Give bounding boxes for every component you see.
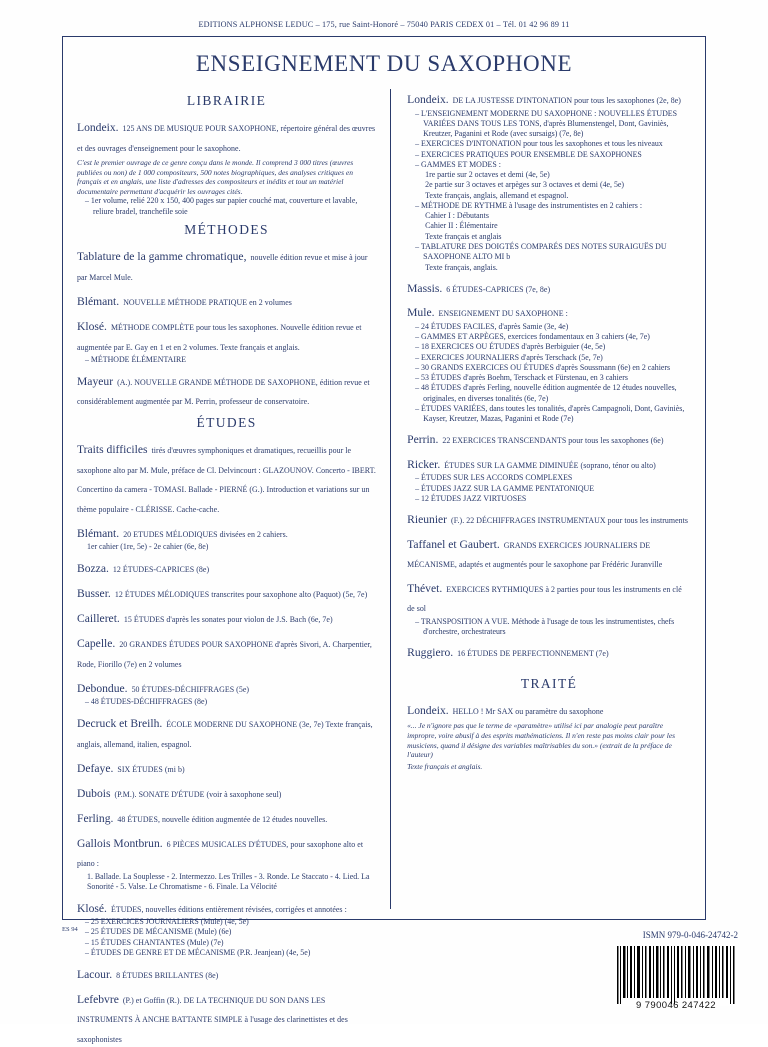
catalog-entry	[77, 291, 376, 311]
catalog-entry	[407, 278, 691, 298]
entry-name: Decruck et Breilh.	[77, 717, 163, 731]
entry-subline: – ÉTUDES DE GENRE ET DE MÉCANISME (P.R. Jeanjean) (4e, 5e)	[85, 947, 311, 957]
entry-desc: 12 ÉTUDES MÉLODIQUES transcrites pour saxophone alto (Paquot) (5e, 7e)	[114, 590, 368, 600]
entry-subline: – TABLATURE DES DOIGTÉS COMPARÉS DES NOTES SURAIGUËS DU SAXOPHONE ALTO MI b	[415, 241, 667, 262]
entry-subline: – 30 GRANDS EXERCICES OU ÉTUDES d'après Soussmann (6e) en 2 cahiers	[415, 362, 671, 372]
entry-desc: ENSEIGNEMENT DU SAXOPHONE :	[438, 309, 568, 319]
entry-desc: 22 EXERCICES TRANSCENDANTS pour tous les saxophones (6e)	[442, 436, 664, 446]
catalog-entry	[77, 558, 376, 578]
entry-name: Bozza.	[77, 562, 109, 576]
catalog-entry	[77, 989, 376, 1047]
catalog-entry	[77, 758, 376, 778]
entry-subline: – GAMMES ET ARPÈGES, exercices fondamentaux en 3 cahiers (4e, 7e)	[415, 332, 650, 342]
entry-desc: MÉTHODE COMPLÈTE pour tous les saxophones. Nouvelle édition revue et augmentée par E. Gay en 1 et en 2 volumes. Texte français et anglais.	[77, 322, 362, 352]
publisher-line: EDITIONS ALPHONSE LEDUC – 175, rue Saint-Honoré – 75040 PARIS CEDEX 01 – Tél. 01 42 96 89 11	[198, 20, 570, 29]
catalog-entry	[77, 523, 376, 553]
entry-name: Mule.	[407, 306, 435, 320]
barcode-svg	[614, 944, 738, 1006]
entry-subsubline: Texte français et anglais	[425, 231, 502, 241]
catalog-entry	[77, 898, 376, 959]
entry-subline: – 48 ÉTUDES d'après Ferling, nouvelle édition augmentée de 12 études nouvelles, originales, en diverses tonalités (6e, 7e)	[415, 383, 677, 403]
entry-name: Londeix.	[407, 93, 449, 106]
entry-subline: – 12 ÉTUDES JAZZ VIRTUOSES	[415, 494, 527, 504]
entry-desc: ÉTUDES SUR LA GAMME DIMINUÉE (soprano, ténor ou alto)	[444, 460, 656, 470]
catalog-entry	[77, 808, 376, 828]
entry-desc: (A.). NOUVELLE GRANDE MÉTHODE DE SAXOPHONE, édition revue et considérablement augmentée par M. Perrin, professeur de conservatoire.	[77, 377, 370, 407]
entry-subline: – L'ENSEIGNEMENT MODERNE DU SAXOPHONE : NOUVELLES ÉTUDES VARIÉES DANS TOUS LES TONS, d'après Blumenstengel, Dont, Gaviniès, Kreutzer, Paganini et Rode (avec sursaigs) (7e, 8e)	[415, 108, 677, 139]
catalog-entry	[77, 833, 376, 893]
entry-desc: ÉTUDES, nouvelles éditions entièrement révisées, corrigées et annotées :	[110, 904, 347, 914]
catalog-entry	[77, 371, 376, 410]
catalog-entry	[77, 713, 376, 752]
catalog-entry	[77, 439, 376, 517]
section-heading-etudes: ÉTUDES	[196, 415, 257, 431]
entry-desc: 16 ÉTUDES DE PERFECTIONNEMENT (7e)	[457, 649, 609, 659]
entry-name: Busser.	[77, 587, 111, 601]
entry-desc: EXERCICES RYTHMIQUES à 2 parties pour tous les instruments en clé de sol	[407, 584, 682, 614]
entry-name: Defaye.	[77, 761, 114, 775]
catalog-entry	[77, 783, 376, 803]
entry-desc: tirés d'œuvres symphoniques et dramatiques, recueillis pour le saxophone alto par M. Mule, préface de Cl. Delvincourt : GLAZOUNOV. Concerto - IBERT. Concertino da camera - TOMASI. Ballade - PIERNÉ (G.). Introduction et variations sur un thème populaire - CLÉRISSE. Cache-cache.	[77, 446, 376, 514]
entry-desc: GRANDS EXERCICES JOURNALIERS DE MÉCANISME, adaptés et augmentés pour le saxophone par Frédéric Juranville	[407, 540, 663, 570]
entry-desc: (P.) et Goffin (R.). DE LA TECHNIQUE DU SON DANS LES INSTRUMENTS À ANCHE BATTANTE SIMPLE à l'usage des clarinettistes et des saxophonistes	[77, 995, 348, 1044]
entry-name: Lefebvre	[77, 992, 119, 1006]
entry-name: Gallois Montbrun.	[77, 836, 163, 850]
catalog-entry	[407, 534, 691, 573]
catalog-entry	[407, 642, 691, 662]
entry-desc: ÉCOLE MODERNE DU SAXOPHONE (3e, 7e) Texte français, anglais, allemand, italien, espagnol.	[77, 720, 373, 749]
entry-name: Rieunier	[407, 513, 448, 527]
entry-subline: – ÉTUDES JAZZ SUR LA GAMME PENTATONIQUE	[415, 483, 595, 493]
entry-subsubline: Cahier II : Élémentaire	[425, 221, 498, 231]
entry-subline: – GAMMES ET MODES :	[415, 159, 501, 169]
entry-subline: – EXERCICES PRATIQUES POUR ENSEMBLE DE SAXOPHONES	[415, 149, 642, 159]
entry-name: Ferling.	[77, 811, 114, 825]
entry-desc: 48 ÉTUDES, nouvelle édition augmentée de 12 études nouvelles.	[117, 814, 328, 824]
entry-name: Dubois	[77, 786, 111, 800]
entry-desc: 8 ÉTUDES BRILLANTES (8e)	[116, 970, 219, 980]
entry-desc: (P.M.). SONATE D'ÉTUDE (voir à saxophone seul)	[114, 789, 282, 799]
right-column	[390, 89, 691, 909]
entry-desc: 12 ÉTUDES-CAPRICES (8e)	[112, 565, 210, 575]
entry-name: Thévet.	[407, 581, 443, 595]
entry-desc: 20 GRANDES ÉTUDES POUR SAXOPHONE d'après Sivori, A. Charpentier, Rode, Fiorillo (7e) en 2 volumes	[77, 640, 372, 669]
entry-desc: 20 ETUDES MÉLODIQUES divisées en 2 cahiers.	[123, 529, 288, 539]
catalog-entry	[77, 964, 376, 984]
entry-subline: 1. Ballade. La Souplesse - 2. Intermezzo. Les Trilles - 3. Ronde. Le Staccato - 4. Lied. La Sonorité - 5. Valse. Le Chromatisme - 6. Finale. La Vélocité	[87, 871, 370, 891]
entry-name: Perrin.	[407, 433, 439, 447]
entry-subline: – ÉTUDES VARIÉES, dans toutes les tonalités, d'après Campagnoli, Dont, Gaviniès, Kayser, Kreutzer, Mazas, Paganini et Rode (7e)	[415, 403, 685, 424]
barcode	[614, 944, 738, 1006]
footer-code: ES 94	[62, 926, 78, 933]
entry-name: Traits difficiles	[77, 443, 148, 457]
entry-desc: HELLO ! Mr SAX ou paramètre du saxophone	[452, 706, 604, 716]
entry-name: Lacour.	[77, 967, 113, 981]
entry-name: Debondue.	[77, 681, 128, 695]
entry-subline: – MÉTHODE ÉLÉMENTAIRE	[85, 355, 187, 365]
entry-subsubline: Texte français, anglais.	[425, 262, 498, 272]
entry-name: Blémant.	[77, 526, 120, 540]
left-column	[77, 89, 390, 1044]
entry-name: Klosé.	[77, 901, 107, 915]
entry-subsubline: 1re partie sur 2 octaves et demi (4e, 5e)	[425, 170, 550, 180]
entry-name: Capelle.	[77, 637, 116, 651]
entry-name: Blémant.	[77, 294, 120, 308]
entry-subsubline: Cahier I : Débutants	[425, 211, 489, 221]
page-title: ENSEIGNEMENT DU SAXOPHONE	[195, 51, 573, 76]
catalog-entry	[77, 117, 376, 217]
entry-subline: – ÉTUDES SUR LES ACCORDS COMPLEXES	[415, 473, 573, 483]
entry-subline: – TRANSPOSITION A VUE. Méthode à l'usage de tous les instrumentistes, chefs d'orchestre, orchestrateurs	[415, 616, 675, 637]
section-heading-methodes: MÉTHODES	[184, 222, 269, 238]
entry-name: Londeix.	[77, 121, 119, 134]
entry-name: Mayeur	[77, 374, 114, 388]
entry-subline: – 18 EXERCICES OU ÉTUDES d'après Berbiguier (4e, 5e)	[415, 342, 606, 352]
entry-subsubline: Texte français, anglais, allemand et espagnol.	[425, 190, 569, 200]
entry-subline: – EXERCICES D'INTONATION pour tous les saxophones et tous les niveaux	[415, 139, 663, 149]
catalog-entry	[77, 246, 376, 285]
catalog-entry	[407, 302, 691, 424]
entry-name: Cailleret.	[77, 612, 120, 626]
entry-desc: 125 ANS DE MUSIQUE POUR SAXOPHONE, répertoire général des œuvres et des ouvrages d'enseignement pour le saxophone.	[77, 124, 376, 153]
entry-italic-note: C'est le premier ouvrage de ce genre conçu dans le monde. Il comprend 3 000 titres (œuvres publiées ou non) de 1 000 compositeurs, 500 notes biographiques, des analyses critiques en français et en anglais, une liste d'adresses des compositeurs et inédits et tout un matériel documentaire permettant d'acquérir les ouvrages cités.	[77, 158, 354, 196]
entry-italic-note: «... Je n'ignore pas que le terme de «paramètre» utilisé ici par analogie peut paraître impropre, voire abusif à des esprits mathématiciens. Il n'en reste pas moins clair pour les musiciens, quand il désigne des variables maîtrisables du son.» (extrait de la préface de l'auteur)	[407, 721, 676, 760]
entry-subline: – MÉTHODE DE RYTHME à l'usage des instrumentistes en 2 cahiers :	[415, 200, 643, 210]
catalog-entry	[407, 454, 691, 504]
entry-desc: 6 ÉTUDES-CAPRICES (7e, 8e)	[446, 284, 551, 294]
entry-subline: – 15 ÉTUDES CHANTANTES (Mule) (7e)	[85, 937, 224, 947]
entry-name: Londeix.	[407, 703, 449, 717]
entry-name: Klosé.	[77, 319, 107, 333]
entry-subline: – 1er volume, relié 220 x 150, 400 pages sur papier couché mat, couverture et lavable, reliure bradel, tranchefile soie	[85, 196, 358, 216]
section-heading-librairie: LIBRAIRIE	[186, 93, 267, 108]
section-heading-traite: TRAITÉ	[520, 675, 578, 691]
entry-subline: – EXERCICES JOURNALIERS d'après Terschack (5e, 7e)	[415, 352, 603, 362]
entry-desc: 50 ÉTUDES-DÉCHIFFRAGES (5e)	[131, 684, 250, 694]
entry-name: Taffanel et Gaubert.	[407, 537, 500, 551]
catalog-entry	[407, 509, 691, 529]
entry-subline: – 25 ÉTUDES DE MÉCANISME (Mule) (6e)	[85, 927, 232, 937]
entry-subline: 1er cahier (1re, 5e) - 2e cahier (6e, 8e)	[87, 542, 209, 552]
entry-subline: – 25 EXERCICES JOURNALIERS (Mule) (4e, 5e)	[85, 917, 249, 927]
entry-name: Ruggiero.	[407, 646, 454, 660]
entry-desc: DE LA JUSTESSE D'INTONATION pour tous les saxophones (2e, 8e)	[452, 96, 681, 105]
entry-name: Ricker.	[407, 457, 441, 471]
entry-desc: SIX ÉTUDES (mi b)	[117, 764, 185, 774]
entry-italic-note-2: Texte français et anglais.	[407, 761, 483, 771]
catalog-entry	[407, 578, 691, 638]
entry-subsubline: 2e partie sur 3 octaves et arpèges sur 3 octaves et demi (4e, 5e)	[425, 180, 625, 190]
catalog-entry	[407, 429, 691, 449]
catalog-entry	[77, 608, 376, 628]
entry-subline: – 24 ÉTUDES FACILES, d'après Samie (3e, 4e)	[415, 321, 569, 331]
entry-desc: NOUVELLE MÉTHODE PRATIQUE en 2 volumes	[123, 297, 292, 307]
entry-name: Massis.	[407, 281, 443, 295]
barcode-number: 9 790046 247422	[636, 1000, 716, 1011]
entry-subline: – 53 ÉTUDES d'après Boehm, Terschack et Fürstenau, en 3 cahiers	[415, 373, 628, 383]
entry-subline: – 48 ÉTUDES-DÉCHIFFRAGES (8e)	[85, 697, 208, 707]
entry-desc: nouvelle édition revue et mise à jour par Marcel Mule.	[77, 253, 368, 282]
catalog-entry	[77, 633, 376, 672]
entry-name: Tablature de la gamme chromatique,	[77, 250, 247, 264]
catalog-entry	[77, 678, 376, 708]
entry-desc: (F.). 22 DÉCHIFFRAGES INSTRUMENTAUX pour tous les instruments	[451, 516, 689, 526]
catalog-entry	[407, 700, 691, 771]
catalog-entry	[407, 89, 691, 273]
ismn-code: ISMN 979-0-046-24742-2	[642, 930, 738, 940]
entry-desc: 15 ÉTUDES d'après les sonates pour violon de J.S. Bach (6e, 7e)	[123, 615, 333, 625]
catalog-entry	[77, 583, 376, 603]
catalog-entry	[77, 316, 376, 365]
entry-desc: 6 PIÈCES MUSICALES D'ÉTUDES, pour saxophone alto et piano :	[77, 839, 364, 869]
